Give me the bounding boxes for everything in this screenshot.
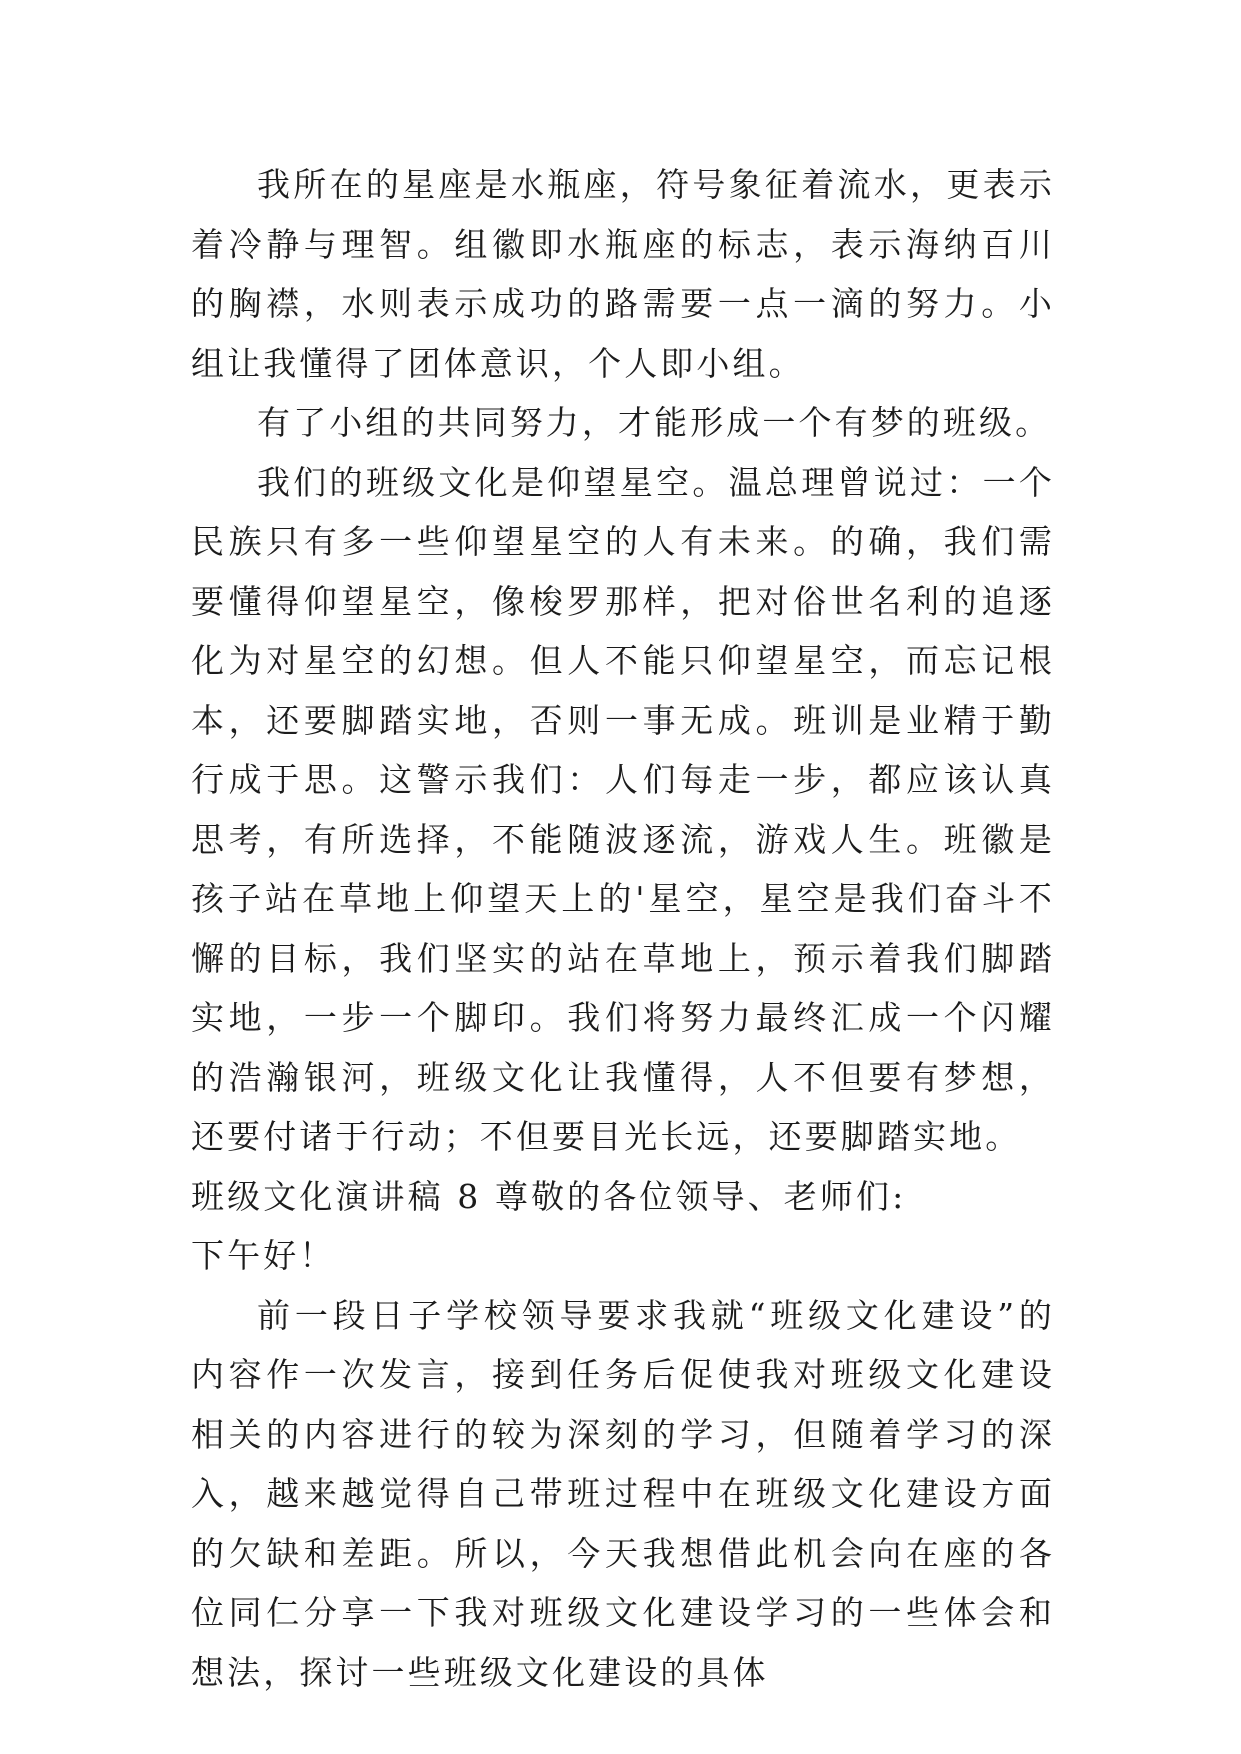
speech-heading: 班级文化演讲稿 8 尊敬的各位领导、老师们: [191, 1176, 907, 1216]
document-body [191, 155, 1055, 1702]
paragraph-speech-intro: 前一段日子学校领导要求我就“班级文化建设”的内容作一次发言，接到任务后促使我对班级文化建设相关的内容进行的较为深刻的学习，但随着学习的深入，越来越觉得自己带班过程中在班级文化建设方面的欠缺和差距。所以，今天我想借此机会向在座的各位同仁分享一下我对班级文化建设学习的一些体会和想法，探讨一些班级文化建设的具体 [191, 1295, 1055, 1692]
paragraph-class-culture: 我们的班级文化是仰望星空。温总理曾说过：一个民族只有多一些仰望星空的人有未来。的确，我们需要懂得仰望星空，像梭罗那样，把对俗世名利的追逐化为对星空的幻想。但人不能只仰望星空，而忘记根本，还要脚踏实地，否则一事无成。班训是业精于勤行成于思。这警示我们：人们每走一步，都应该认真思考，有所选择，不能随波逐流，游戏人生。班徽是孩子站在草地上仰望天上的'星空，星空是我们奋斗不懈的目标，我们坚实的站在草地上，预示着我们脚踏实地，一步一个脚印。我们将努力最终汇成一个闪耀的浩瀚银河，班级文化让我懂得，人不但要有梦想，还要付诸于行动；不但要目光长远，还要脚踏实地。 [191, 462, 1055, 1156]
paragraph-aquarius: 我所在的星座是水瓶座，符号象征着流水，更表示着冷静与理智。组徽即水瓶座的标志，表示海纳百川的胸襟，水则表示成功的路需要一点一滴的努力。小组让我懂得了团体意识，个人即小组。 [191, 165, 1055, 383]
paragraph-group-effort: 有了小组的共同努力，才能形成一个有梦的班级。 [257, 403, 1052, 442]
greeting: 下午好！ [191, 1236, 336, 1275]
